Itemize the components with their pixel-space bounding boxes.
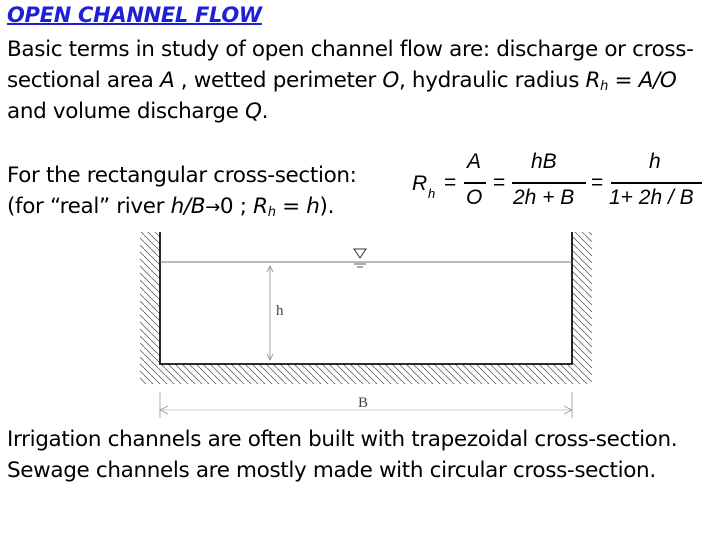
fraction-bar-3 [611, 182, 702, 184]
channel-bed-hatching [140, 364, 592, 384]
closing-paragraph: Irrigation channels are often built with trapezoidal cross-section. Sewage channels are mostly made with circular cross-section. [7, 427, 678, 483]
formula-denominator-1: O [466, 186, 483, 209]
rect-line-1: For the rectangular cross-section: [7, 163, 357, 188]
water-level-triangle-icon [354, 249, 366, 258]
formula-equals-1: = [444, 171, 457, 194]
rect-symbol-r: R [253, 194, 268, 219]
channel-cross-section-diagram [130, 228, 600, 422]
intro-paragraph [7, 34, 713, 127]
intro-text-4: = [608, 68, 639, 93]
ratio-h-over-b: h/B [170, 194, 206, 219]
rect-symbol-h: h [306, 194, 320, 219]
slide-title: OPEN CHANNEL FLOW [7, 3, 262, 27]
rect-text-c: = [275, 194, 307, 219]
right-bank-hatching [572, 232, 592, 364]
intro-text-6: . [261, 99, 269, 124]
intro-text-2: , wetted perimeter [174, 68, 383, 93]
formula-numerator-3: h [649, 150, 661, 173]
symbol-discharge: Q [245, 99, 262, 124]
intro-text-3: , hydraulic radius [398, 68, 586, 93]
hydraulic-radius-formula [412, 150, 712, 220]
rect-text-b: 0 ; [219, 194, 254, 219]
rectangular-section-paragraph [7, 160, 407, 223]
rect-symbol-r-subscript: h [267, 205, 276, 220]
left-bank-hatching [140, 232, 160, 364]
ratio-a-over-o: A/O [638, 68, 677, 93]
symbol-hydraulic-radius-subscript: h [600, 79, 609, 94]
formula-numerator-2: hB [531, 150, 557, 173]
tends-to-arrow: → [205, 197, 220, 218]
formula-numerator-1: A [467, 150, 482, 173]
formula-r-subscript: h [428, 186, 436, 201]
formula-equals-3: = [591, 171, 604, 194]
rect-text-d: ). [319, 194, 335, 219]
formula-equals-2: = [493, 171, 506, 194]
formula-denominator-3: 1+ 2h / B [609, 186, 694, 209]
formula-denominator-2: 2h + B [513, 186, 575, 209]
width-label: B [358, 395, 369, 411]
symbol-wetted-perimeter: O [382, 68, 399, 93]
formula-r: R [412, 172, 428, 195]
rect-text-a: (for “real” river [7, 194, 171, 219]
intro-text-1: Basic terms in study of open channel flow are: discharge or cross-sectional area [7, 37, 694, 93]
depth-label: h [276, 303, 284, 319]
intro-text-5: and volume discharge [7, 99, 246, 124]
fraction-bar-2 [512, 182, 586, 184]
channel-walls [160, 232, 572, 364]
fraction-bar-1 [464, 182, 486, 184]
symbol-area: A [159, 68, 175, 93]
symbol-hydraulic-radius: R [585, 68, 601, 93]
